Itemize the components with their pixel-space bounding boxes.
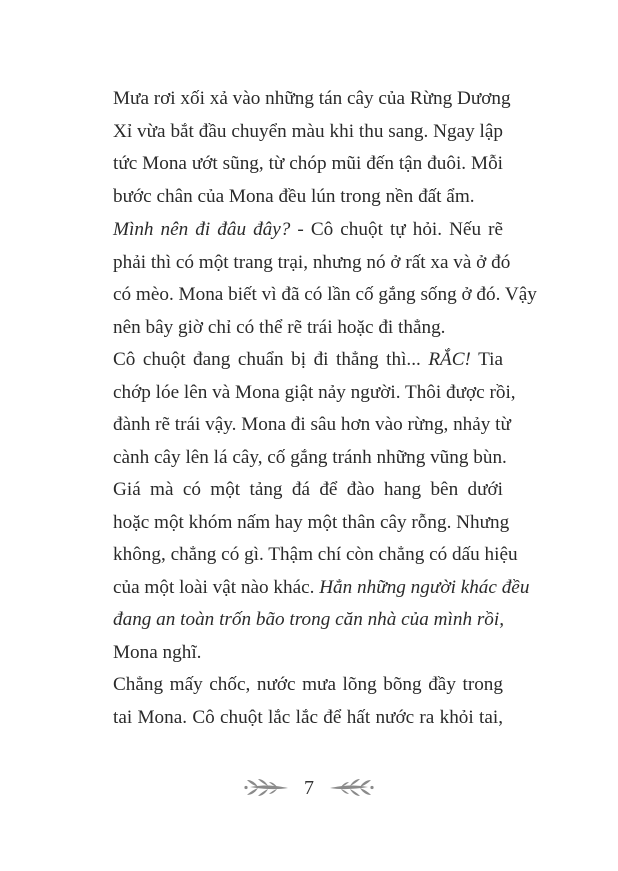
text-line: phải thì có một trang trại, nhưng nó ở rất xa và ở đó [113, 251, 511, 273]
text-line: có mèo. Mona biết vì đã có lần cố gắng sống ở đó. Vậy [113, 284, 537, 305]
paragraph-2 [113, 214, 537, 344]
text-line [113, 572, 530, 605]
text-line: đành rẽ trái vậy. Mona đi sâu hơn vào rừng, nhảy từ [113, 414, 511, 435]
page-number: 7 [304, 776, 314, 799]
italic-thought: đang an toàn trốn bão trong căn nhà của mình rồi, [113, 609, 505, 630]
text-line: không, chẳng có gì. Thậm chí còn chẳng có dấu hiệu [113, 544, 518, 565]
text-line [113, 344, 503, 377]
text-span: Cô chuột đang chuẩn bị đi thẳng thì... [113, 349, 429, 370]
italic-sound: RẮC! [428, 349, 471, 370]
text-line: tai Mona. Cô chuột lắc lắc để hất nước ra khỏi tai, [113, 706, 503, 728]
text-span: Tia [470, 349, 504, 370]
text-line [113, 604, 503, 637]
text-line: Mưa rơi xối xả vào những tán cây của Rừng Dương [113, 88, 511, 109]
text-line: hoặc một khóm nấm hay một thân cây rỗng. Nhưng [113, 511, 510, 533]
text-line: Chẳng mấy chốc, nước mưa lõng bõng đầy trong [113, 674, 503, 695]
text-line: cành cây lên lá cây, cố gắng tránh những vũng bùn. [113, 446, 507, 468]
leaf-ornament-left-icon [244, 777, 290, 799]
text-line: Giá mà có một tảng đá để đào hang bên dưới [113, 479, 503, 500]
paragraph-5 [113, 669, 503, 734]
text-line: Mona nghĩ. [113, 641, 202, 663]
italic-thought: Mình nên đi đâu đây? [113, 219, 291, 240]
paragraph-4 [113, 474, 530, 669]
page-folio [0, 768, 618, 808]
text-line: nên bây giờ chỉ có thể rẽ trái hoặc đi thẳng. [113, 316, 446, 338]
text-line: chớp lóe lên và Mona giật nảy người. Thôi được rồi, [113, 381, 516, 403]
text-span: - Cô chuột tự hỏi. Nếu rẽ [290, 219, 503, 240]
text-line: Xỉ vừa bắt đầu chuyển màu khi thu sang. Ngay lập [113, 120, 503, 142]
italic-thought: Hẳn những người khác đều [319, 576, 530, 598]
text-line: tức Mona ướt sũng, từ chóp mũi đến tận đuôi. Mỗi [113, 153, 503, 174]
paragraph-3 [113, 344, 516, 474]
paragraph-1 [113, 83, 511, 213]
text-span: của một loài vật nào khác. [113, 576, 320, 598]
text-line: bước chân của Mona đều lún trong nền đất ẩm. [113, 185, 475, 207]
text-line [113, 214, 503, 247]
leaf-ornament-right-icon [328, 777, 374, 799]
